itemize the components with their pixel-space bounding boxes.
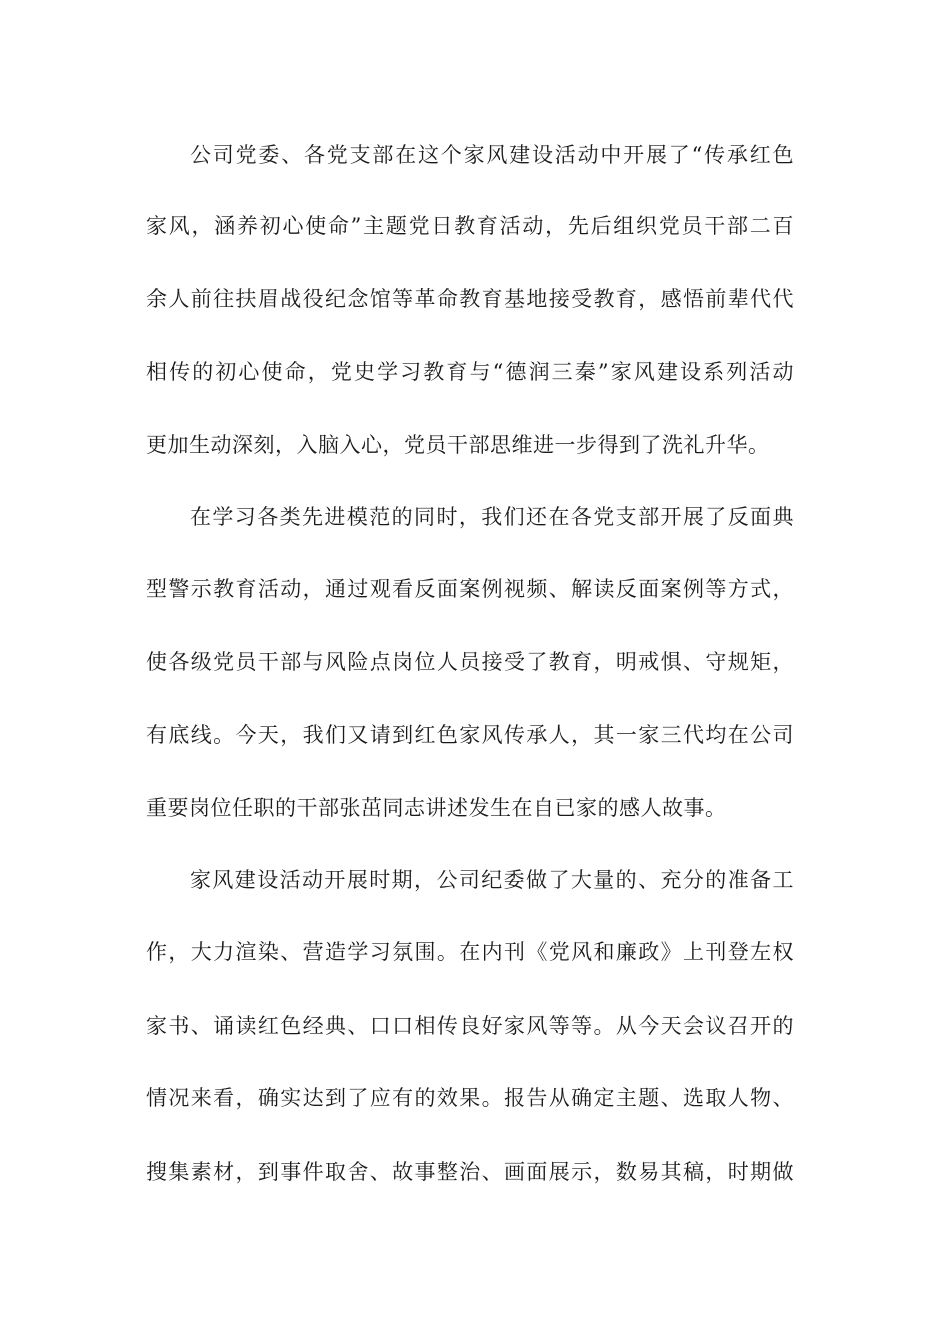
paragraph-1-line-1: 公司党委、各党支部在这个家风建设活动中开展了“传承红色 [190, 143, 794, 167]
paragraph-2-line-5: 重要岗位任职的干部张茁同志讲述发生在自已家的感人故事。 [146, 796, 727, 820]
paragraph-1-line-5: 更加生动深刻，入脑入心，党员干部思维进一步得到了洗礼升华。 [146, 433, 770, 457]
paragraph-2-line-1: 在学习各类先进模范的同时，我们还在各党支部开展了反面典 [190, 505, 794, 529]
paragraph-1-line-4: 相传的初心使命，党史学习教育与“德润三秦”家风建设系列活动 [146, 360, 794, 384]
paragraph-1-line-3: 余人前往扶眉战役纪念馆等革命教育基地接受教育，感悟前辈代代 [146, 287, 794, 311]
paragraph-1-line-2: 家风，涵养初心使命”主题党日教育活动，先后组织党员干部二百 [146, 214, 794, 238]
paragraph-3-line-3: 家书、诵读红色经典、口口相传良好家风等等。从今天会议召开的 [146, 1014, 794, 1038]
paragraph-3-line-4: 情况来看，确实达到了应有的效果。报告从确定主题、选取人物、 [146, 1086, 794, 1110]
paragraph-3-line-5: 搜集素材，到事件取舍、故事整治、画面展示，数易其稿，时期做 [146, 1160, 794, 1184]
paragraph-3-line-2: 作，大力渲染、营造学习氛围。在内刊《党风和廉政》上刊登左权 [146, 940, 794, 964]
paragraph-3-line-1: 家风建设活动开展时期，公司纪委做了大量的、充分的准备工 [190, 868, 794, 892]
paragraph-2-line-3: 使各级党员干部与风险点岗位人员接受了教育，明戒惧、守规矩， [146, 650, 794, 674]
paragraph-2-line-2: 型警示教育活动，通过观看反面案例视频、解读反面案例等方式， [146, 577, 794, 601]
paragraph-2-line-4: 有底线。今天，我们又请到红色家风传承人，其一家三代均在公司 [146, 723, 794, 747]
